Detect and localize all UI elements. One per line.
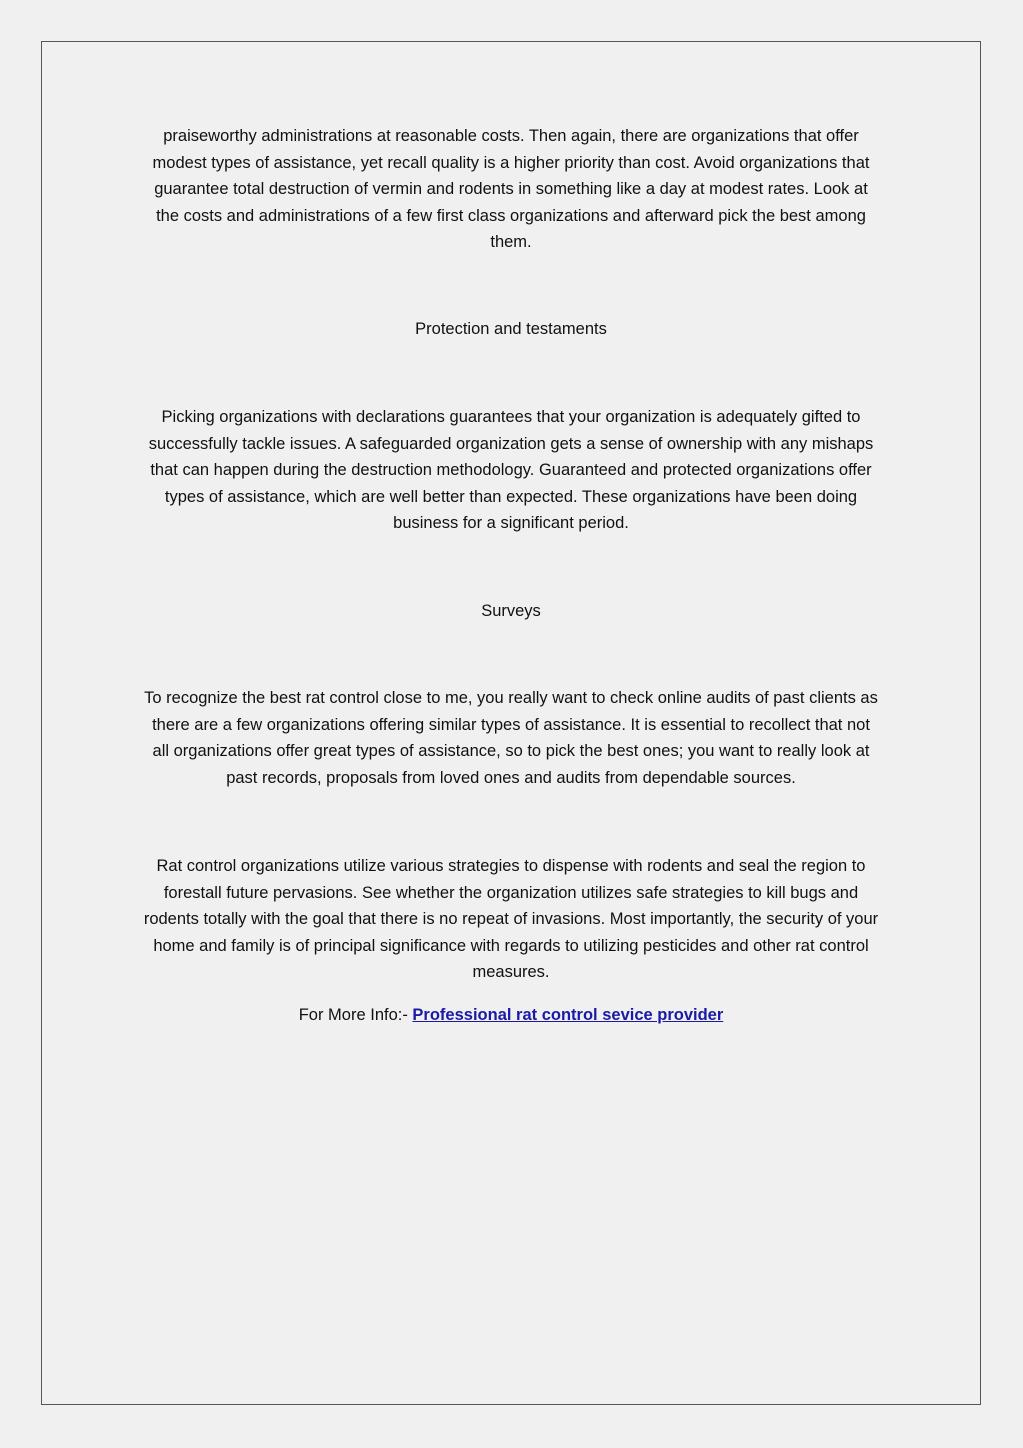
more-info-label: For More Info:- xyxy=(298,1006,413,1024)
section-heading-surveys: Surveys xyxy=(481,602,541,620)
paragraph-protection: Picking organizations with declarations guarantees that your organization is adequately gifted to successfully tackle issues. A safeguarded organization gets a sense of ownership with any mishaps that can happen during the destruction methodology. Guaranteed and protected organizations offer types of assistance, which are well better than expected. These organizations have been doing business for a significant period. xyxy=(148,408,874,533)
more-info-link[interactable]: Professional rat control sevice provider xyxy=(412,1006,724,1024)
page-frame xyxy=(41,41,981,1405)
section-heading-protection: Protection and testaments xyxy=(415,320,607,338)
more-info-line xyxy=(142,1002,880,1029)
paragraph-strategies: Rat control organizations utilize various strategies to dispense with rodents and seal the region to forestall future pervasions. See whether the organization utilizes safe strategies to kill bugs and rodents totally with the goal that there is no repeat of invasions. Most importantly, the security of your home and family is of principal significance with regards to utilizing pesticides and other rat control measures. xyxy=(143,857,879,982)
paragraph-surveys: To recognize the best rat control close to me, you really want to check online audits of past clients as there are a few organizations offering similar types of assistance. It is essential to recollect that not all organizations offer great types of assistance, so to pick the best ones; you want to really look at past records, proposals from loved ones and audits from dependable sources. xyxy=(144,689,878,787)
paragraph-pricing: praiseworthy administrations at reasonable costs. Then again, there are organizations that offer modest types of assistance, yet recall quality is a higher priority than cost. Avoid organizations that guarantee total destruction of vermin and rodents in something like a day at modest rates. Look at the costs and administrations of a few first class organizations and afterward pick the best among them. xyxy=(152,127,870,252)
